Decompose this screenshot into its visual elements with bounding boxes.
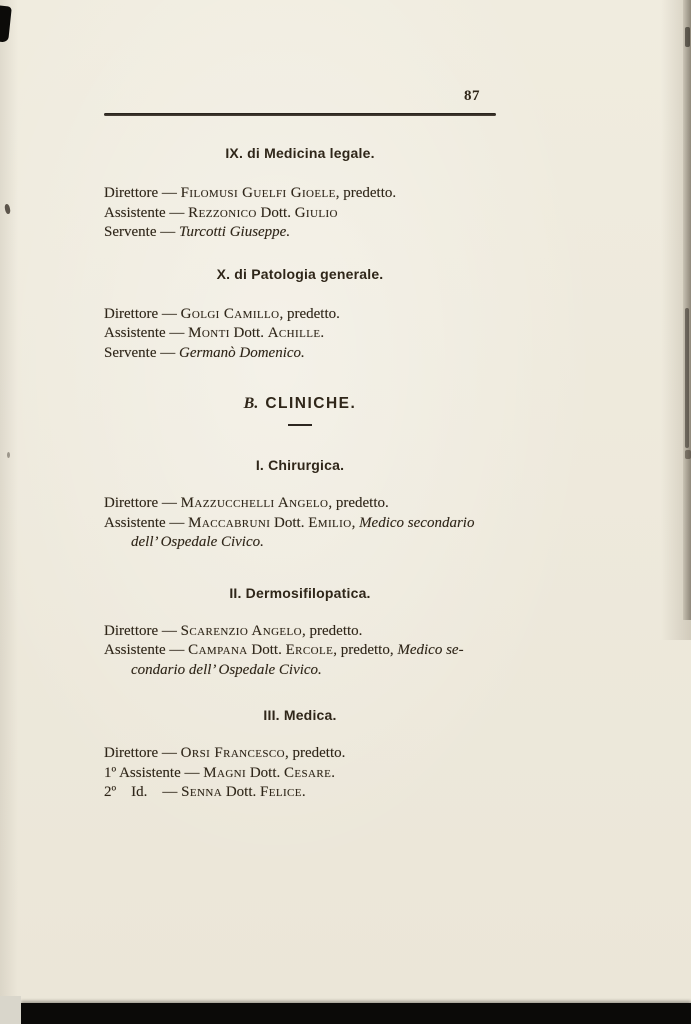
text-segment: , [351,514,360,531]
section-entries [104,622,496,681]
entry-line [104,641,496,661]
scan-edge-streak [685,308,689,448]
text-segment: Golgi Camillo [180,305,280,322]
section-heading-medicina-legale: IX. di Medicina legale. [225,145,375,161]
section-heading-dermosifilopatica: II. Dermosifilopatica. [229,584,371,601]
entry-line-continuation [104,661,496,681]
text-segment: Servente — [104,344,179,361]
section-entries [104,744,496,803]
section-entries [104,494,496,553]
text-segment: Turcotti Giuseppe. [178,224,291,240]
text-segment: Assistente — [104,325,189,341]
text-segment: Dott. [247,642,286,658]
entry-line-continuation [104,533,496,553]
cliniche-title-label: CLINICHE. [265,395,357,412]
text-segment: Medico secondario [359,514,475,531]
scan-edge-mark [685,27,690,47]
header-rule [104,113,496,116]
entry-line [104,184,496,204]
entry-line [104,223,496,243]
scan-edge-mark [685,450,691,459]
text-segment: Medico se- [397,642,464,658]
text-segment: 2º Id. — [104,784,182,800]
text-segment: Filomusi Guelfi Gioele [180,185,336,201]
text-segment: dell’ Ospedale Civico. [131,534,264,550]
section-entries [104,184,496,243]
section-heading-patologia-generale: X. di Patologia generale. [216,265,384,282]
scan-bottom-left-corner [0,996,21,1024]
text-segment: Monti [188,325,230,341]
text-segment: Maccabruni [188,514,271,531]
text-segment: Direttore — [104,622,181,639]
scan-bottom-black-bar [21,1003,691,1024]
text-segment: Assistente — [104,204,189,221]
scan-left-gutter-shadow [0,0,18,1024]
text-segment: Orsi Francesco [180,745,285,761]
text-segment: condario dell’ Ospedale Civico. [131,661,322,678]
entry-line [104,204,496,224]
text-segment: Dott. [270,514,309,531]
text-segment: Cesare. [284,764,336,781]
text-segment: , predetto. [335,185,397,201]
text-segment: , predetto, [333,642,398,658]
text-segment: , predetto. [279,305,340,322]
text-segment: Achille. [267,325,325,341]
text-segment: Direttore — [104,305,181,322]
page-number: 87 [464,88,480,104]
page-content [104,88,496,803]
cliniche-divider-rule [288,424,312,426]
text-segment: Emilio [308,514,352,531]
entry-line [104,305,496,325]
section-heading-medica: III. Medica. [263,707,337,723]
text-segment: Dott. [222,784,260,800]
scan-speck [7,452,10,458]
text-segment: Direttore — [104,745,181,761]
text-segment: Rezzonico [188,204,257,221]
entry-line [104,494,496,514]
text-segment: Senna [181,784,223,800]
text-segment: Direttore — [104,185,181,201]
entry-line [104,344,496,364]
text-segment: Scarenzio Angelo [180,622,303,639]
text-segment: , predetto. [328,495,389,511]
text-segment: Giulio [294,204,338,221]
text-segment: Assistente — [104,642,189,658]
entry-line [104,744,496,764]
text-segment: , predetto. [302,622,363,639]
text-segment: Ercole [285,642,334,658]
cliniche-prefix-label: B. [243,395,259,412]
text-segment: Direttore — [104,495,181,511]
text-segment: Dott. [229,325,268,341]
text-segment: Dott. [246,764,285,781]
text-segment: Mazzucchelli Angelo [180,495,329,511]
entry-line [104,514,496,534]
entry-line [104,324,496,344]
text-segment: Germanò Domenico. [178,344,305,361]
text-segment: , predetto. [284,745,346,761]
text-segment: Felice. [259,784,307,800]
cliniche-heading [104,394,496,413]
text-segment: Campana [188,642,248,658]
text-segment: Assistente — [104,514,189,531]
text-segment: 1º Assistente — [104,764,204,781]
entry-line [104,764,496,784]
entry-line [104,622,496,642]
section-entries [104,305,496,364]
entry-line [104,783,496,803]
text-segment: Magni [203,764,247,781]
text-segment: Dott. [256,204,295,221]
section-heading-chirurgica: I. Chirurgica. [255,457,345,473]
text-segment: Servente — [104,224,179,240]
